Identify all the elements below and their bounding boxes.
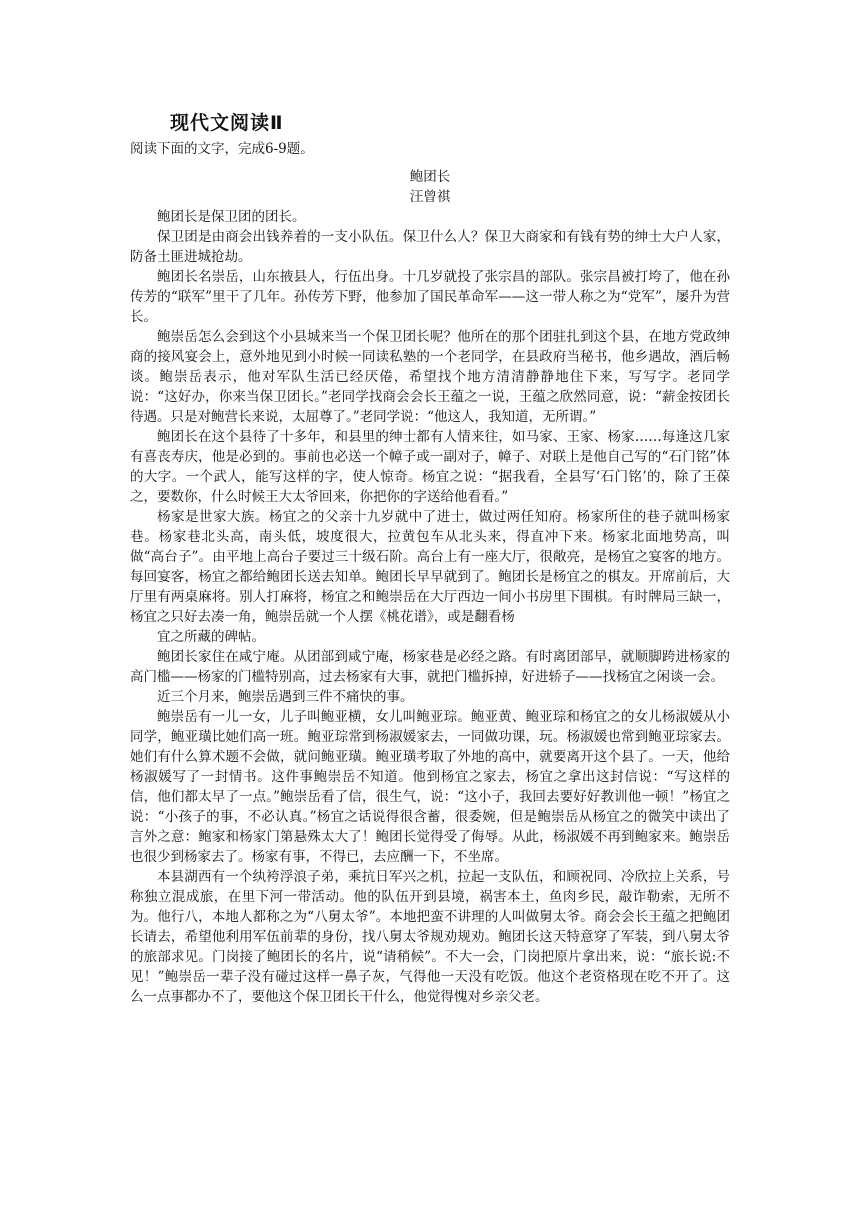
section-title: 现代文阅读Ⅱ (170, 112, 284, 134)
article-author: 汪曾祺 (409, 189, 451, 205)
article-title: 鲍团长 (409, 169, 451, 185)
paragraph: 本县湖西有一个纨袴浮浪子弟，乘抗日军兴之机，拉起一支队伍，和顾祝同、冷欣拉上关系，号称独立混成旅，在里下河一带活动。他的队伍开到县境，祸害本土，鱼肉乡民，敲诈勒索，无所不为。他行八，本地人都称之为“八舅太爷”。本地把蛮不讲理的人叫做舅太爷。商会会长王蕴之把鲍团长请去，希望他利用军伍前辈的身份，找八舅太爷规劝规劝。鲍团长这天特意穿了军装，到八舅太爷的旅部求见。门岗接了鲍团长的名片，说“请稍候”。不大一会，门岗把原片拿出来，说：“旅长说:不见！”鲍崇岳一辈子没有碰过这样一鼻子灰，气得他一天没有吃饭。他这个老资格现在吃不开了。这么一点事都办不了，要他这个保卫团长干什么，他觉得愧对乡亲父老。 (130, 869, 730, 1005)
document-page (130, 100, 730, 1007)
reading-instruction: 阅读下面的文字，完成6-9题。 (130, 141, 314, 157)
paragraph: 杨家是世家大族。杨宜之的父亲十九岁就中了进士，做过两任知府。杨家所住的巷子就叫杨家巷。杨家巷北头高，南头低，坡度很大，拉黄包车从北头来，得直冲下来。杨家北面地势高，叫做“高台子”。由平地上高台子要过三十级石阶。高台上有一座大厅，很敞亮，是杨宜之宴客的地方。每回宴客，杨宜之都给鲍团长送去知单。鲍团长早早就到了。鲍团长是杨宜之的棋友。开席前后，大厅里有两桌麻将。别人打麻将，杨宜之和鲍崇岳在大厅西边一间小书房里下围棋。有时牌局三缺一，杨宜之只好去凑一角，鲍崇岳就一个人摆《桃花谱》，或是翻看杨 (130, 509, 730, 625)
paragraph: 鲍崇岳有一儿一女，儿子叫鲍亚横，女儿叫鲍亚琮。鲍亚黄、鲍亚琮和杨宜之的女儿杨淑媛从小同学，鲍亚璜比她们高一班。鲍亚琮常到杨淑媛家去，一同做功课，玩。杨淑媛也常到鲍亚琮家去。她们有什么算术题不会做，就问鲍亚璜。鲍亚璜考取了外地的高中，就要离开这个县了。一天，他给杨淑媛写了一封情书。这件事鲍崇岳不知道。他到杨宜之家去，杨宜之拿出这封信说：“写这样的信，他们都太早了一点。”鲍崇岳看了信，很生气，说：“这小子，我回去要好好教训他一顿！”杨宜之说：“小孩子的事，不必认真。”杨宜之话说得很含蓄，很委婉，但是鲍崇岳从杨宜之的微笑中读出了言外之意：鲍家和杨家门第悬殊太大了！鲍团长觉得受了侮辱。从此，杨淑媛不再到鲍家来。鲍崇岳也很少到杨家去了。杨家有事，不得已，去应酬一下，不坐席。 (130, 709, 730, 865)
article-body (130, 207, 730, 1007)
paragraph: 鲍团长在这个县待了十多年，和县里的绅士都有人情来往，如马家、王家、杨家……每逢这几家有喜丧寿庆，他是必到的。事前也必送一个幛子或一副对子，幛子、对联上是他自己写的“石门铭”体的大字。一个武人，能写这样的字，使人惊奇。杨宜之说：“据我看，全县写‘石门铭’的，除了王葆之，要数你，什么时候王大太爷回来，你把你的字送给他看看。” (130, 429, 730, 505)
paragraph: 鲍团长是保卫团的团长。 (157, 209, 306, 225)
paragraph: 近三个月来，鲍崇岳遇到三件不痛快的事。 (157, 689, 414, 705)
paragraph: 鲍团长家住在咸宁庵。从团部到咸宁庵，杨家巷是必经之路。有时离团部早，就顺脚跨进杨家的高门槛——杨家的门槛特别高，过去杨家有大事，就把门槛拆掉，好进轿子——找杨宜之闲谈一会。 (130, 649, 730, 685)
paragraph: 鲍崇岳怎么会到这个小县城来当一个保卫团长呢？他所在的那个团驻扎到这个县，在地方党政绅商的接风宴会上，意外地见到小时候一同读私塾的一个老同学，在县政府当秘书，他乡遇故，酒后畅谈。鲍崇岳表示，他对军队生活已经厌倦，希望找个地方清清静静地住下来，写写字。老同学说：“这好办，你来当保卫团长。”老同学找商会会长王蕴之一说，王蕴之欣然同意，说：“薪金按团长待遇。只是对鲍营长来说，太屈尊了。”老同学说：“他这人，我知道，无所谓。” (130, 329, 730, 425)
paragraph: 宜之所藏的碑帖。 (157, 629, 265, 645)
paragraph: 鲍团长名崇岳，山东掖县人，行伍出身。十几岁就投了张宗昌的部队。张宗昌被打垮了，他在孙传芳的“联军”里干了几年。孙传芳下野，他参加了国民革命军——这一带人称之为“党军”，屡升为营长。 (130, 269, 730, 325)
paragraph: 保卫团是由商会出钱养着的一支小队伍。保卫什么人？保卫大商家和有钱有势的绅士大户人家，防备土匪进城抢劫。 (130, 229, 730, 265)
